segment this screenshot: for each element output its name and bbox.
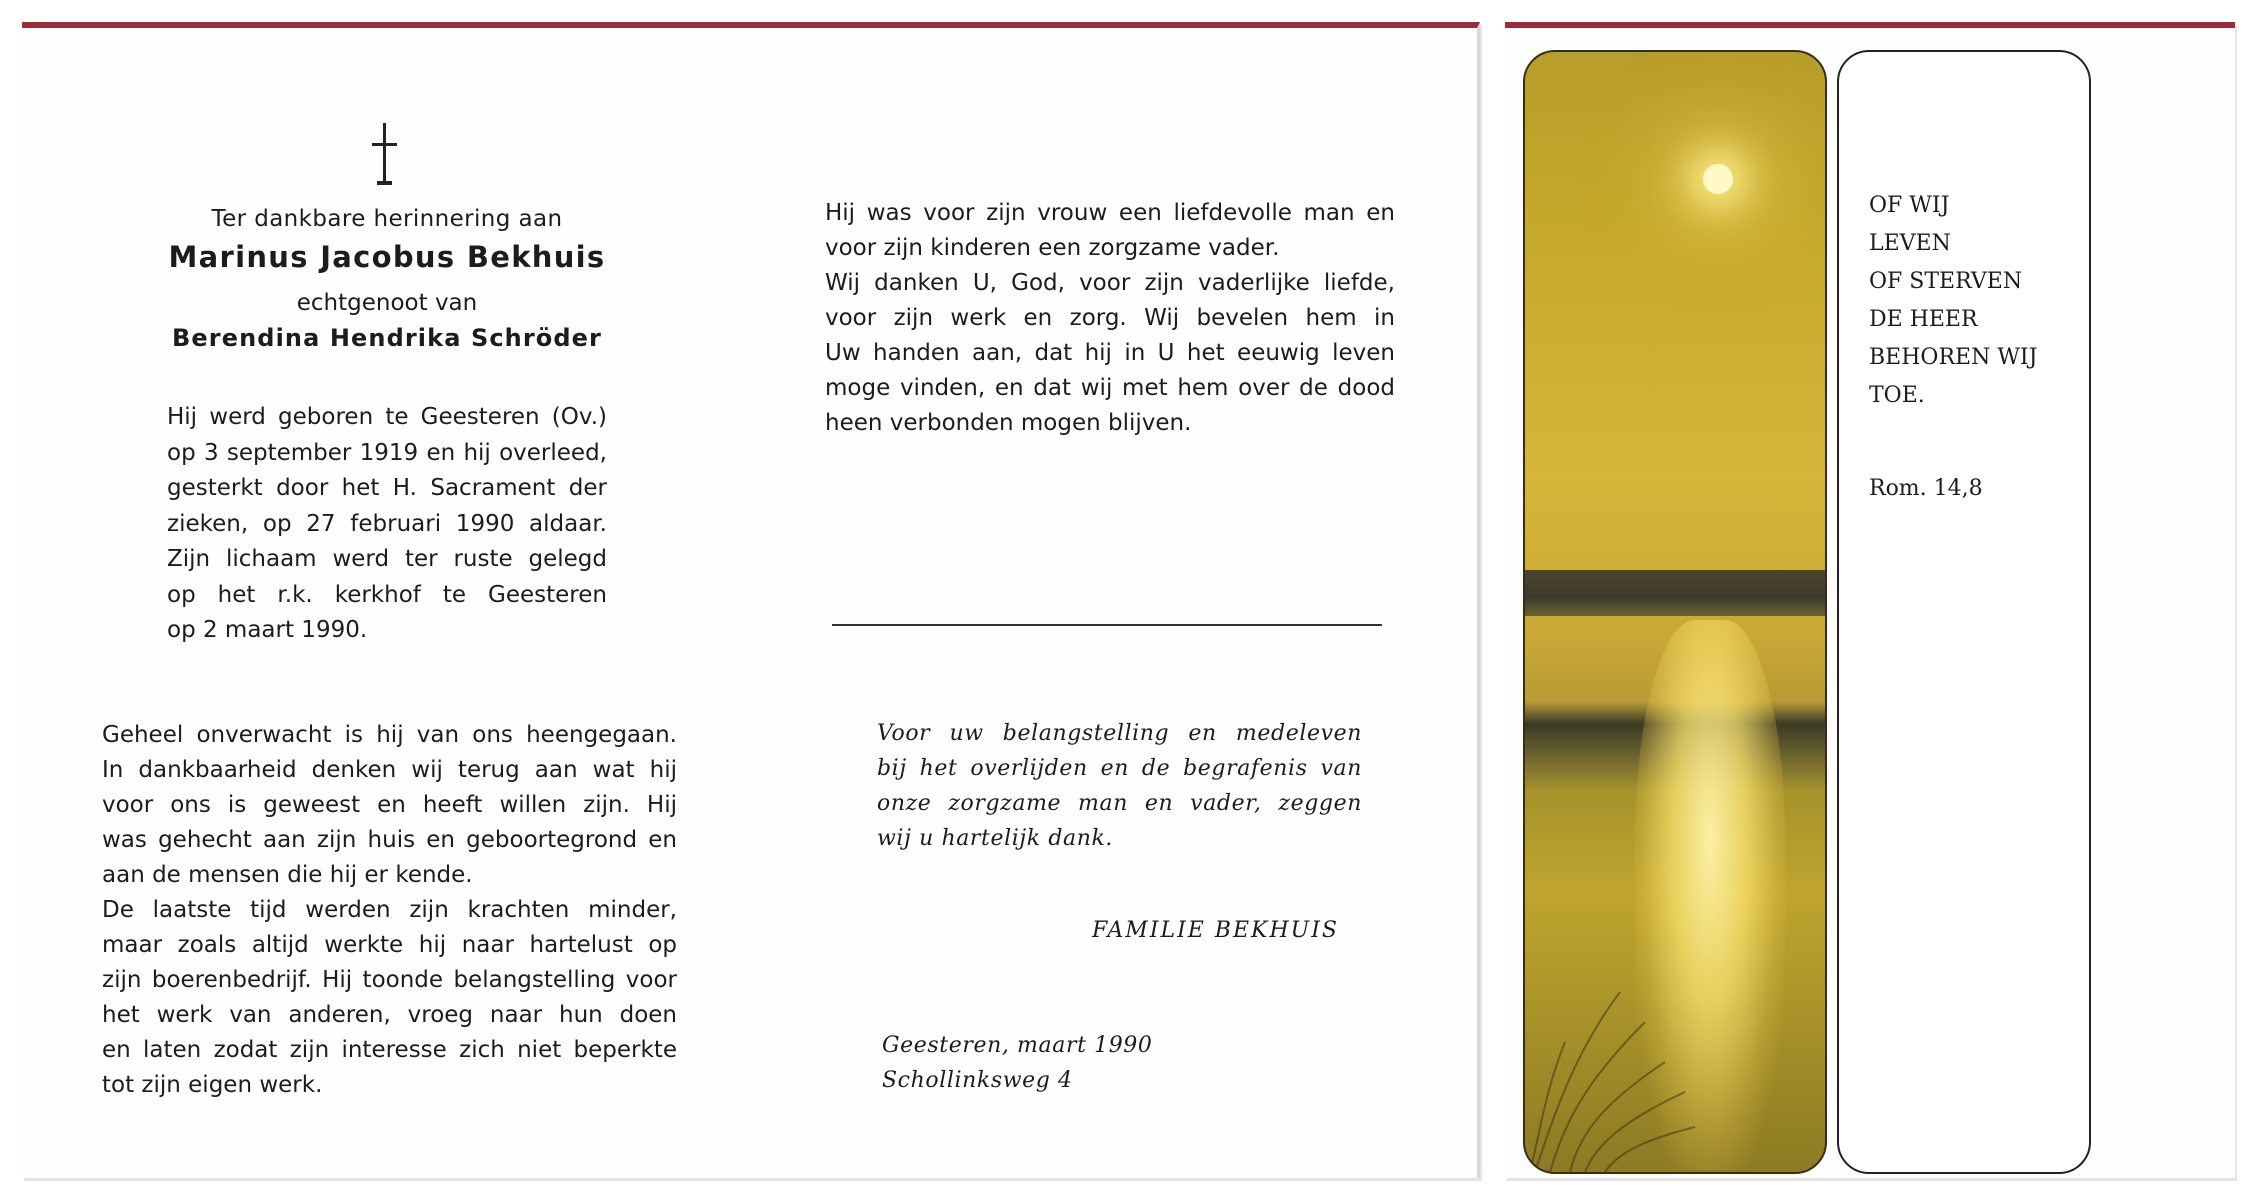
- tribute-line: De laatste tijd werden zijn krachten minder,: [102, 897, 677, 923]
- biography-line: op 2 maart 1990.: [167, 617, 368, 643]
- scripture-reference: Rom. 14,8: [1869, 476, 1983, 501]
- tribute-line: Geheel onverwacht is hij van ons heengegaan.: [102, 722, 677, 748]
- verse-line: LEVEN: [1869, 231, 1951, 256]
- prayer-line: voor zijn werk en zorg. Wij bevelen hem in: [825, 305, 1395, 331]
- scripture-verse: [1869, 187, 2037, 415]
- tribute-line: en laten zodat zijn interesse zich niet beperkte: [102, 1037, 677, 1063]
- place-and-address: [882, 1028, 1153, 1098]
- prayer-line: Uw handen aan, dat hij in U het eeuwig leven: [825, 340, 1395, 366]
- tribute-text: [102, 718, 677, 1103]
- verse-line: OF WIJ: [1869, 193, 1950, 218]
- thanks-text: [877, 716, 1362, 856]
- thanks-line: bij het overlijden en de begrafenis van: [877, 756, 1362, 781]
- prayer-line: moge vinden, en dat wij met hem over de dood: [825, 375, 1395, 401]
- thanks-line: onze zorgzame man en vader, zeggen: [877, 791, 1362, 816]
- thanks-line: wij u hartelijk dank.: [877, 826, 1114, 851]
- place-date: Geesteren, maart 1990: [882, 1033, 1153, 1058]
- biography-line: zieken, op 27 februari 1990 aldaar.: [167, 510, 607, 537]
- biography-line: Zijn lichaam werd ter ruste gelegd: [167, 546, 607, 572]
- sunset-over-water-icon: [1523, 50, 1827, 1174]
- verse-line: DE HEER: [1869, 307, 1978, 332]
- prayer-line: Wij danken U, God, voor zijn vaderlijke liefde,: [825, 270, 1395, 296]
- deceased-name: Marinus Jacobus Bekhuis: [168, 240, 606, 274]
- memorial-card-front: [1505, 22, 2235, 1178]
- biography-line: gesterkt door het H. Sacrament der: [167, 475, 607, 501]
- prayer-text: [825, 196, 1395, 441]
- sun-icon: [1703, 164, 1733, 194]
- biography-text: [167, 400, 607, 649]
- spouse-name: Berendina Hendrika Schröder: [172, 324, 602, 352]
- biography-line: op het r.k. kerkhof te Geesteren: [167, 581, 607, 608]
- prayer-line: heen verbonden mogen blijven.: [825, 410, 1192, 436]
- verse-line: BEHOREN WIJ: [1869, 345, 2038, 370]
- scripture-panel: [1837, 50, 2091, 1174]
- biography-line: Hij werd geboren te Geesteren (Ov.): [167, 404, 607, 430]
- prayer-line: Hij was voor zijn vrouw een liefdevolle man en: [825, 200, 1395, 226]
- biography-line: op 3 september 1919 en hij overleed,: [167, 439, 607, 466]
- spouse-label: echtgenoot van: [296, 290, 478, 316]
- tribute-line: In dankbaarheid denken wij terug aan wat hij: [102, 757, 677, 783]
- tribute-line: voor ons is geweest en heeft willen zijn. Hij: [102, 792, 677, 818]
- tribute-line: tot zijn eigen werk.: [102, 1072, 323, 1098]
- cross-icon: [365, 123, 405, 198]
- tribute-line: was gehecht aan zijn huis en geboortegrond en: [102, 827, 677, 853]
- horizon-silhouette: [1525, 570, 1825, 616]
- prayer-line: voor zijn kinderen een zorgzame vader.: [825, 235, 1280, 261]
- reeds-icon: [1525, 932, 1825, 1172]
- tribute-line: aan de mensen die hij er kende.: [102, 862, 473, 888]
- verse-line: OF STERVEN: [1869, 269, 2023, 294]
- address: Schollinksweg 4: [882, 1068, 1073, 1093]
- tribute-line: het werk van anderen, vroeg naar hun doen: [102, 1002, 677, 1028]
- family-signature: FAMILIE BEKHUIS: [1092, 918, 1339, 943]
- thanks-line: Voor uw belangstelling en medeleven: [877, 721, 1362, 746]
- verse-line: TOE.: [1869, 383, 1925, 408]
- tribute-line: zijn boerenbedrijf. Hij toonde belangstelling voor: [102, 967, 677, 993]
- divider-line: [832, 624, 1382, 626]
- memorial-card-inside: [22, 22, 1480, 1178]
- tribute-line: maar zoals altijd werkte hij naar hartelust op: [102, 932, 677, 958]
- remembrance-heading: Ter dankbare herinnering aan: [211, 206, 563, 232]
